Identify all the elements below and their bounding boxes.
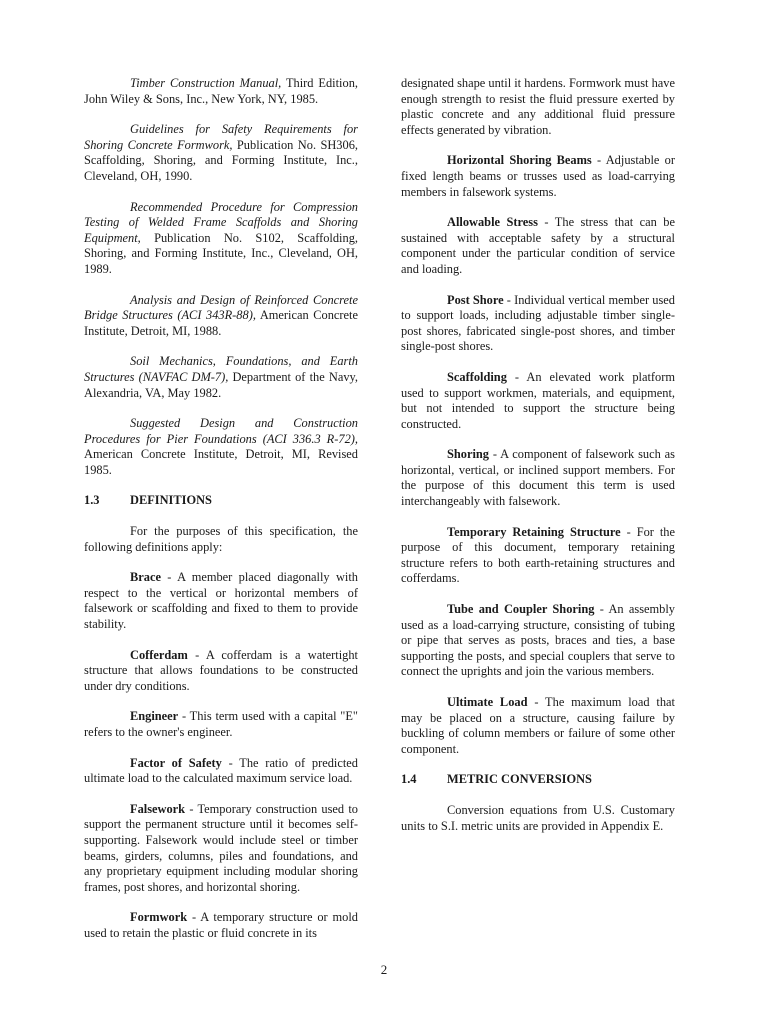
definition-term: Temporary Retaining Structure: [447, 524, 621, 539]
definition-term: Falsework: [130, 801, 186, 816]
definition-text: - A member placed diagonally with respect to the vertical or horizontal members of falsework or scaffolding and fixed to them to provide stability.: [84, 570, 358, 632]
formwork-continuation: [401, 76, 675, 138]
reference-details: American Concrete Institute, Detroit, MI, Revised 1985.: [84, 447, 358, 477]
definition-entry: [401, 293, 675, 355]
definition-text: - For the purpose of this document, temporary retaining structure refers to both earth-retaining structures and cofferdams.: [401, 524, 676, 586]
left-column: [84, 76, 358, 957]
definitions-intro-text: For the purposes of this specification, the following definitions apply:: [84, 524, 358, 554]
reference-details: Publication No. S102, Scaffolding, Shoring, and Forming Institute, Inc., Cleveland, OH, 1989.: [84, 230, 358, 276]
definition-term: Factor of Safety: [130, 755, 222, 770]
metric-text: Conversion equations from U.S. Customary units to S.I. metric units are provided in Appendix E.: [401, 802, 675, 833]
definition-text: - Adjustable or fixed length beams or trusses used as load-carrying members in falsework systems.: [401, 153, 675, 199]
reference-details: Third Edition, John Wiley & Sons, Inc., New York, NY, 1985.: [84, 76, 358, 106]
definition-entry: [401, 525, 675, 587]
definition-text: - A component of falsework such as horizontal, vertical, or inclined support members. For the purpose of this document this term is used interchangeably with falsework.: [401, 447, 675, 509]
definition-text: - A cofferdam is a watertight structure that allows foundations to be constructed under dry conditions.: [84, 647, 358, 693]
metric-conversions-text: [401, 803, 675, 834]
reference-title: Recommended Procedure for Compression Testing of Welded Frame Scaffolds and Shoring Equipment,: [84, 199, 358, 245]
definition-term: Formwork: [130, 910, 188, 925]
section-heading-metric-conversions: [401, 772, 675, 788]
section-number: 1.3: [84, 493, 100, 508]
reference-title: Timber Construction Manual,: [130, 76, 282, 90]
definition-term: Cofferdam: [130, 647, 188, 662]
definition-term: Post Shore: [447, 292, 504, 307]
definition-term: Tube and Coupler Shoring: [447, 602, 595, 617]
definition-term: Scaffolding: [447, 369, 507, 384]
definition-entry: [84, 570, 358, 632]
reference-entry: [84, 354, 358, 401]
reference-entry: [84, 200, 358, 278]
definition-text: - This term used with a capital "E" refers to the owner's engineer.: [84, 709, 358, 739]
page-number: 2: [380, 962, 388, 977]
reference-entry: [84, 76, 358, 107]
definition-term: Allowable Stress: [447, 215, 538, 230]
definitions-intro: [84, 524, 358, 555]
definition-term: Ultimate Load: [447, 695, 528, 709]
definition-term: Engineer: [130, 709, 179, 724]
definition-term: Brace: [130, 570, 161, 585]
definition-entry: [401, 215, 675, 277]
definition-text: - Temporary construction used to support the permanent structure until it becomes self-supporting. Falsework would include steel or timber beams, girders, columns, piles and foundations, and any proprietary equipment including modular shoring frames, post shores, and horizontal shoring.: [84, 801, 358, 894]
reference-entry: [84, 416, 358, 478]
definition-entry: [401, 370, 675, 432]
definition-term: Shoring: [447, 447, 490, 462]
continuation-text: designated shape until it hardens. Formwork must have enough strength to resist the fluid pressure exerted by plastic concrete and any additional fluid pressure effects generated by vibration.: [401, 76, 675, 137]
reference-title: Guidelines for Safety Requirements for Shoring Concrete Formwork,: [84, 122, 358, 152]
reference-title: Suggested Design and Construction Procedures for Pier Foundations (ACI 336.3 R-72),: [84, 416, 358, 446]
definition-entry: [84, 910, 358, 941]
definition-entry: [401, 153, 675, 200]
definition-entry: [84, 709, 358, 740]
definition-entry: [84, 756, 358, 787]
section-title: METRIC CONVERSIONS: [447, 772, 592, 787]
reference-entry: [84, 293, 358, 340]
section-title: DEFINITIONS: [130, 493, 212, 508]
definition-text: - The stress that can be sustained with acceptable safety by a structural component under the particular condition of service and loading.: [401, 215, 675, 276]
reference-entry: [84, 122, 358, 184]
definition-text: - An elevated work platform used to support workmen, materials, and equipment, but not intended to support the structure being constructed.: [401, 369, 675, 431]
definition-text: - The maximum load that may be placed on a structure, causing failure by buckling of column members or failure of some other component.: [401, 695, 675, 756]
definition-term: Horizontal Shoring Beams: [447, 153, 592, 168]
definition-entry: [401, 695, 675, 757]
reference-title: Analysis and Design of Reinforced Concrete Bridge Structures (ACI 343R-88),: [84, 292, 358, 323]
reference-details: Department of the Navy, Alexandria, VA, May 1982.: [84, 369, 358, 400]
definition-text: - An assembly used as a load-carrying structure, consisting of tubing or pipe that serves as posts, braces and ties, a base supporting the posts, and special couplers that serve to connect the uprights and join the various members.: [401, 602, 676, 679]
reference-title: Soil Mechanics, Foundations, and Earth Structures (NAVFAC DM-7),: [84, 354, 358, 384]
definition-text: - The ratio of predicted ultimate load to the calculated maximum service load.: [84, 755, 359, 786]
section-heading-definitions: [84, 493, 358, 509]
definition-entry: [401, 447, 675, 509]
definition-entry: [84, 648, 358, 695]
right-column: [401, 76, 675, 849]
section-number: 1.4: [401, 772, 417, 787]
definition-entry: [401, 602, 675, 680]
reference-details: American Concrete Institute, Detroit, MI, 1988.: [84, 308, 358, 338]
reference-details: Publication No. SH306, Scaffolding, Shoring, and Forming Institute, Inc., Cleveland, OH, 1990.: [84, 137, 358, 183]
definition-text: - A temporary structure or mold used to retain the plastic or fluid concrete in its: [84, 910, 358, 940]
definition-text: - Individual vertical member used to support loads, including adjustable timber single-post shores, fabricated single-post shores, and timber single-post shores.: [401, 292, 675, 354]
definition-entry: [84, 802, 358, 896]
